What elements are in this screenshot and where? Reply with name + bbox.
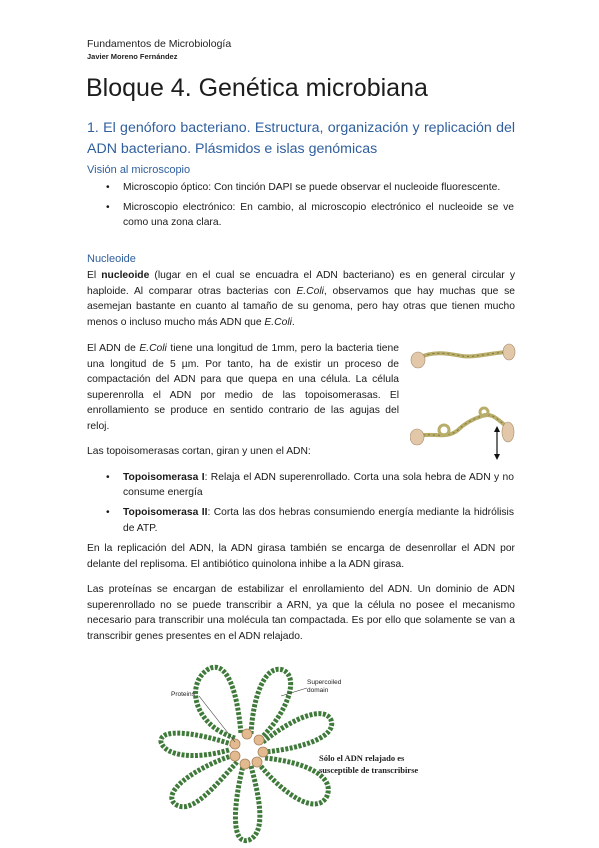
list-item: • Microscopio óptico: Con tinción DAPI se puede observar el nucleoide fluorescente.: [106, 182, 501, 193]
topoisomerase-list: [106, 470, 514, 541]
domain-label: domain: [307, 687, 329, 694]
list-item-text: Microscopio electrónico: En cambio, al microscopio electrónico el nucleoide se ve como una zona clara.: [123, 202, 514, 229]
nucleoid-paragraph-3: Las topoisomerasas cortan, giran y unen el ADN:: [87, 446, 311, 457]
course-header: Fundamentos de Microbiología: [87, 38, 232, 50]
list-item: • Topoisomerasa I: Relaja el ADN superenrollado. Corta una sola hebra de ADN y no consume energía: [106, 472, 514, 499]
proteins-label: Proteins: [171, 691, 195, 698]
nucleoid-paragraph-1: El nucleoide (lugar en el cual se encuadra el ADN bacteriano) es en general circular y haploide. Al comparar otras bacterias con E.Coli, observamos que hay muchas que se asemejan bastante en cuanto al tamaño de su genoma, pero hay otras que tienen mucho menos o incluso mucho más ADN que E.Coli.: [87, 270, 515, 328]
list-item: • Topoisomerasa II: Corta las dos hebras consumiendo energía mediante la hidrólisis de ATP.: [106, 507, 514, 534]
figure-caption-line-2: susceptible de transcribirse: [319, 765, 419, 775]
nucleoid-heading: Nucleoide: [87, 253, 136, 265]
section-heading: 1. El genóforo bacteriano. Estructura, organización y replicación del ADN bacteriano. Plásmidos e islas genómicas: [87, 120, 515, 157]
supercoiled-domains-figure: [155, 656, 455, 848]
list-item-text: Microscopio óptico: Con tinción DAPI se puede observar el nucleoide fluorescente.: [123, 182, 501, 193]
figure-caption-line-1: Sólo el ADN relajado es: [319, 753, 405, 763]
nucleoid-paragraph-2: El ADN de E.Coli tiene una longitud de 1mm, pero la bacteria tiene una longitud de 5 µm. Por tanto, ha de existir un proceso de compactación del ADN para que quepa en una célula. La célula superenrolla el ADN por medio de las topoisomerasas. El enrollamiento se produce en sentido contrario de las agujas del reloj.: [87, 343, 399, 432]
supercoiled-label: Supercoiled: [307, 679, 342, 686]
microscope-heading: Visión al microscopio: [87, 164, 191, 176]
list-item: • Microscopio electrónico: En cambio, al microscopio electrónico el nucleoide se ve como una zona clara.: [106, 202, 514, 229]
microscope-list: [106, 180, 514, 236]
nucleoid-paragraph-4: En la replicación del ADN, la ADN girasa también se encarga de desenrollar el ADN por delante del replisoma. El antibiótico quinolona inhibe a la ADN girasa.: [87, 543, 515, 570]
author-header: Javier Moreno Fernández: [87, 52, 178, 61]
nucleoid-paragraph-5: Las proteínas se encargan de estabilizar el enrollamiento del ADN. Un dominio de ADN superenrollado no se puede transcribir a ARN, ya que la célula no posee el mecanismo necesario para transcribir una molécula tan compactada. Es por ello que solamente se van a transcribir genes presentes en el ADN relajado.: [87, 584, 515, 642]
page-title: Bloque 4. Genética microbiana: [86, 74, 428, 102]
